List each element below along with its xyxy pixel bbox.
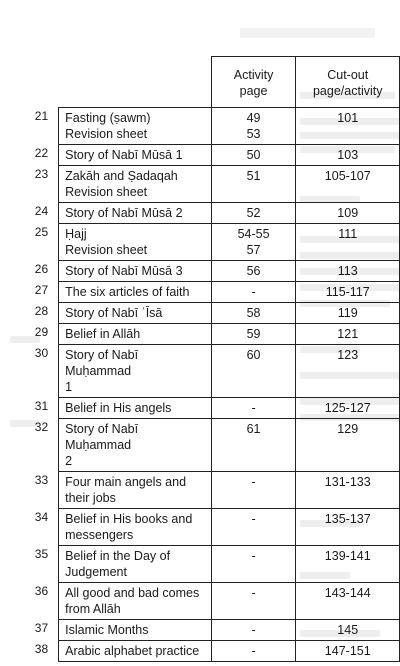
cutout-page-line: 101 <box>337 111 359 125</box>
cutout-page-line <box>300 363 395 379</box>
cutout-header-line2: page/activity <box>312 84 383 98</box>
activity-page-cell <box>211 546 296 583</box>
activity-page-line: - <box>251 512 256 526</box>
table-row <box>0 303 400 324</box>
chapter-number: 35 <box>34 546 49 561</box>
chapter-title-cell <box>59 509 212 546</box>
chapter-title-line: Story of Nabī ʿĪsā <box>65 306 163 320</box>
chapter-title-line: Arabic alphabet practice <box>65 644 200 658</box>
table-row <box>0 261 400 282</box>
chapter-number: 27 <box>34 282 49 297</box>
chapter-title-line: messengers <box>65 528 134 542</box>
chapter-title-line: All good and bad comes <box>65 586 200 600</box>
activity-page-cell <box>211 324 296 345</box>
contents-table <box>0 56 400 662</box>
activity-page-cell <box>211 509 296 546</box>
table-row <box>0 345 400 398</box>
cutout-page-line: 119 <box>337 306 358 320</box>
activity-page-cell <box>211 472 296 509</box>
activity-page-line: - <box>251 401 256 415</box>
activity-page-line <box>216 564 292 580</box>
chapter-title-cell <box>59 203 212 224</box>
chapter-title-cell <box>59 261 212 282</box>
chapter-number: 33 <box>34 472 49 487</box>
activity-page-line: 52 <box>246 206 261 220</box>
table-row <box>0 398 400 419</box>
cutout-page-cell <box>296 166 400 203</box>
activity-header-line2: page <box>239 84 268 98</box>
table-row <box>0 203 400 224</box>
activity-page-cell <box>211 583 296 620</box>
table-row <box>0 324 400 345</box>
cutout-page-line: 143-144 <box>324 586 371 600</box>
chapter-number: 37 <box>34 620 49 635</box>
cutout-page-cell <box>296 472 400 509</box>
activity-page-cell <box>211 303 296 324</box>
table-row <box>0 224 400 261</box>
chapter-title-cell <box>59 641 212 662</box>
activity-page-line: 51 <box>246 169 261 183</box>
activity-page-cell <box>211 203 296 224</box>
chapter-title-cell <box>59 324 212 345</box>
chapter-title-line: Belief in His books and <box>65 512 193 526</box>
activity-page-line <box>216 601 292 617</box>
activity-page-cell <box>211 419 296 472</box>
chapter-title-cell <box>59 583 212 620</box>
activity-page-cell <box>211 145 296 166</box>
activity-page-header <box>211 57 296 108</box>
chapter-title-cell <box>59 108 212 145</box>
chapter-title-line: Story of Nabī Mūsā 2 <box>65 206 183 220</box>
table-row <box>0 583 400 620</box>
cutout-page-line: 105-107 <box>324 169 371 183</box>
activity-page-line: - <box>251 549 256 563</box>
cutout-header-line1: Cut-out <box>327 68 369 82</box>
activity-page-line <box>216 490 292 506</box>
cutout-page-cell <box>296 108 400 145</box>
activity-page-line: 58 <box>246 306 261 320</box>
chapter-title-line: Judgement <box>65 565 127 579</box>
cutout-page-line: 115-117 <box>325 285 370 299</box>
chapter-title-line: Story of Nabī Mūsā 3 <box>65 264 183 278</box>
table-row <box>0 472 400 509</box>
chapter-title-line: 1 <box>65 380 73 394</box>
cutout-page-line <box>300 527 395 543</box>
cutout-page-line: 109 <box>337 206 359 220</box>
cutout-page-line: 129 <box>337 422 359 436</box>
chapter-title-cell <box>59 303 212 324</box>
chapter-number: 36 <box>34 583 49 598</box>
chapter-title-line: Belief in His angels <box>65 401 172 415</box>
chapter-title-line: from Allāh <box>65 602 121 616</box>
chapter-title-cell <box>59 166 212 203</box>
chapter-title-line: The six articles of faith <box>65 285 190 299</box>
chapter-number: 28 <box>34 303 49 318</box>
cutout-page-line <box>300 490 395 506</box>
activity-page-cell <box>211 620 296 641</box>
chapter-title-line: Story of Nabī Muḥammad <box>65 422 139 452</box>
table-row <box>0 546 400 583</box>
chapter-number: 29 <box>34 324 49 339</box>
chapter-number: 23 <box>34 166 49 181</box>
cutout-page-line: 135-137 <box>324 512 371 526</box>
cutout-page-cell <box>296 641 400 662</box>
activity-page-cell <box>211 108 296 145</box>
table-row <box>0 620 400 641</box>
cutout-page-line: 103 <box>337 148 359 162</box>
chapter-title-line: Story of Nabī Muḥammad <box>65 348 139 378</box>
activity-page-cell <box>211 224 296 261</box>
table-header-row <box>0 57 400 108</box>
activity-page-cell <box>211 166 296 203</box>
cutout-page-line <box>300 601 395 617</box>
cutout-page-cell <box>296 261 400 282</box>
chapter-title-line: Revision sheet <box>65 243 148 257</box>
cutout-page-line: 111 <box>338 227 358 241</box>
chapter-title-line: Revision sheet <box>65 185 148 199</box>
chapter-title-cell <box>59 224 212 261</box>
chapter-number: 26 <box>34 261 49 276</box>
cutout-page-cell <box>296 282 400 303</box>
activity-page-line: - <box>251 475 256 489</box>
chapter-number: 32 <box>34 419 49 434</box>
number-header-blank <box>0 57 59 108</box>
chapter-title-cell <box>59 398 212 419</box>
cutout-page-line: 145 <box>337 623 359 637</box>
cutout-page-cell <box>296 224 400 261</box>
activity-page-line: 57 <box>246 243 261 257</box>
activity-page-line: - <box>251 285 256 299</box>
chapter-title-line: Revision sheet <box>65 127 148 141</box>
table-row <box>0 419 400 472</box>
chapter-title-line: their jobs <box>65 491 116 505</box>
cutout-page-line <box>300 564 395 580</box>
chapter-number: 38 <box>34 641 49 656</box>
cutout-page-line <box>300 242 395 258</box>
chapter-title-line: 2 <box>65 454 73 468</box>
cutout-page-cell <box>296 419 400 472</box>
cutout-page-line: 121 <box>337 327 359 341</box>
activity-page-line <box>216 437 292 453</box>
cutout-page-line: 139-141 <box>324 549 371 563</box>
chapter-number: 21 <box>34 108 49 123</box>
cutout-page-cell <box>296 583 400 620</box>
activity-page-line: 54-55 <box>237 227 270 241</box>
activity-header-line1: Activity <box>233 68 274 82</box>
activity-page-cell <box>211 641 296 662</box>
cutout-page-cell <box>296 303 400 324</box>
activity-page-line: 49 <box>246 111 261 125</box>
cutout-page-cell <box>296 509 400 546</box>
activity-page-cell <box>211 282 296 303</box>
activity-page-line: 60 <box>246 348 261 362</box>
activity-page-line: - <box>251 623 256 637</box>
table-row <box>0 145 400 166</box>
cutout-page-cell <box>296 345 400 398</box>
cutout-page-line: 123 <box>337 348 359 362</box>
activity-page-cell <box>211 345 296 398</box>
cutout-page-line <box>300 437 395 453</box>
cutout-page-cell <box>296 324 400 345</box>
activity-page-line: - <box>251 586 256 600</box>
chapter-title-line: Four main angels and <box>65 475 187 489</box>
cutout-page-cell <box>296 203 400 224</box>
activity-page-cell <box>211 398 296 419</box>
chapter-title-line: Story of Nabī Mūsā 1 <box>65 148 183 162</box>
chapter-title-line: Islamic Months <box>65 623 149 637</box>
chapter-title-line: Belief in Allāh <box>65 327 141 341</box>
cutout-page-line: 147-151 <box>324 644 371 658</box>
table-row <box>0 641 400 662</box>
activity-page-cell <box>211 261 296 282</box>
chapter-number: 34 <box>34 509 49 524</box>
activity-page-line: 50 <box>246 148 261 162</box>
cutout-page-header <box>296 57 400 108</box>
chapter-title-cell <box>59 546 212 583</box>
cutout-page-cell <box>296 546 400 583</box>
chapter-title-cell <box>59 282 212 303</box>
cutout-page-line <box>300 184 395 200</box>
table-row <box>0 108 400 145</box>
chapter-number: 22 <box>34 145 49 160</box>
activity-page-line <box>216 527 292 543</box>
table-row <box>0 509 400 546</box>
chapter-title-cell <box>59 145 212 166</box>
table-row <box>0 166 400 203</box>
chapter-number: 30 <box>34 345 49 360</box>
activity-page-line: - <box>251 644 256 658</box>
activity-page-line: 59 <box>246 327 261 341</box>
chapter-title-line: Ḥajj <box>65 227 87 241</box>
activity-page-line <box>216 184 292 200</box>
chapter-title-cell <box>59 419 212 472</box>
activity-page-line: 56 <box>246 264 261 278</box>
cutout-page-cell <box>296 620 400 641</box>
title-header-blank <box>59 57 212 108</box>
cutout-page-cell <box>296 398 400 419</box>
cutout-page-cell <box>296 145 400 166</box>
cutout-page-line: 113 <box>337 264 358 278</box>
cutout-page-line <box>300 126 395 142</box>
chapter-title-line: Belief in the Day of <box>65 549 171 563</box>
chapter-number: 25 <box>34 224 49 239</box>
table-row <box>0 282 400 303</box>
activity-page-line: 61 <box>246 422 261 436</box>
chapter-number: 24 <box>34 203 49 218</box>
activity-page-line <box>216 363 292 379</box>
chapter-title-line: Fasting (ṣawm) <box>65 111 151 125</box>
cutout-page-line: 125-127 <box>324 401 371 415</box>
chapter-title-cell <box>59 345 212 398</box>
chapter-title-cell <box>59 472 212 509</box>
cutout-page-line: 131-133 <box>324 475 371 489</box>
chapter-title-cell <box>59 620 212 641</box>
chapter-title-line: Zakāh and Ṣadaqah <box>65 169 178 183</box>
activity-page-line: 53 <box>246 127 261 141</box>
chapter-number: 31 <box>34 398 49 413</box>
